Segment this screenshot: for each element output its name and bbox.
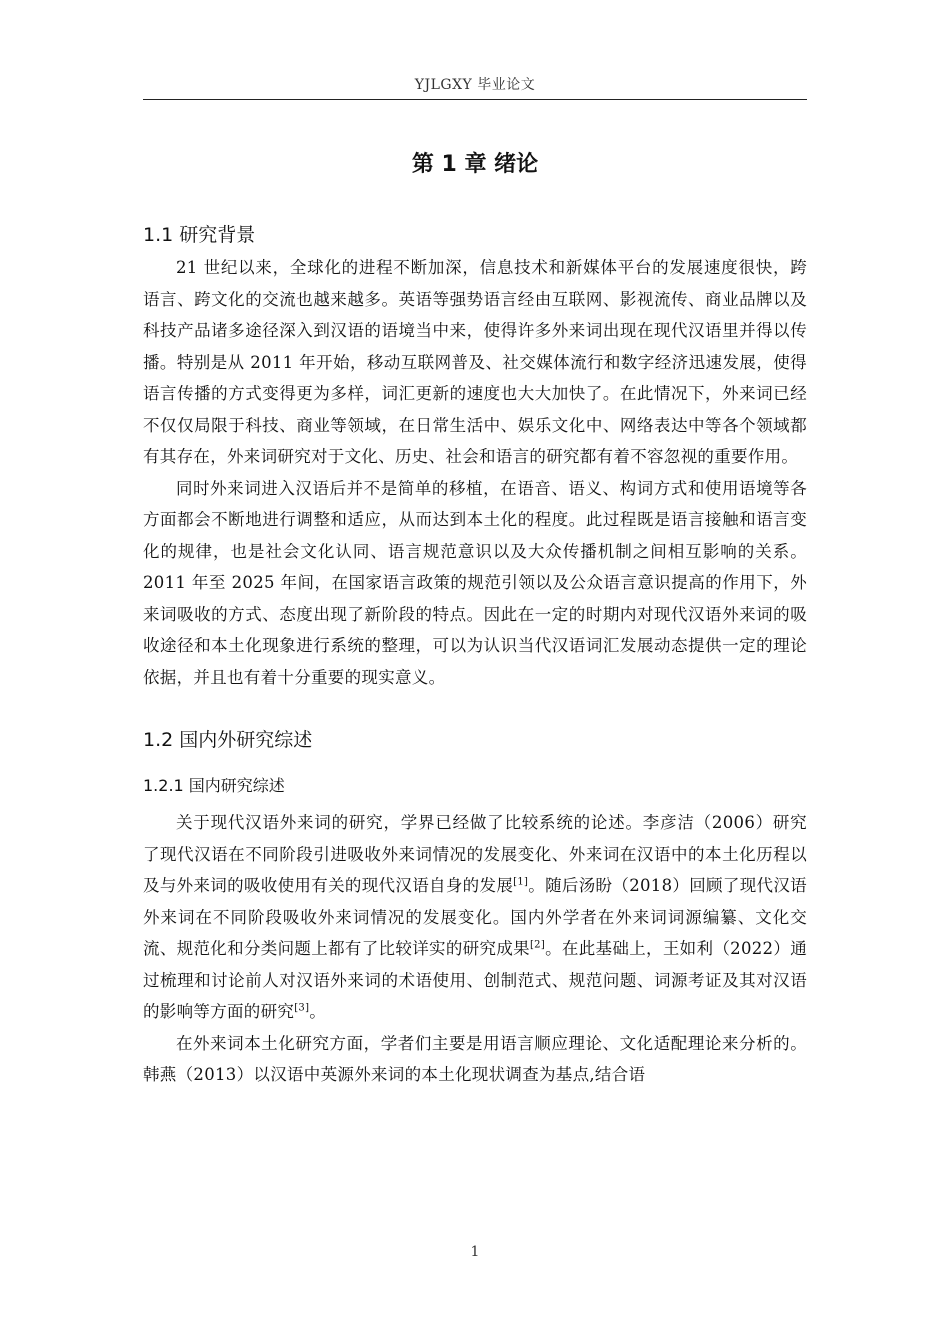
section-1-1-heading: 1.1 研究背景 (143, 224, 256, 246)
text-segment: 。 (309, 1002, 327, 1021)
text-segment: 。随后汤盼（2018）回顾了现代汉语外来词在不同阶段吸收外来词情况的发展变化。国内外学者在外来词词源编纂、文化交流、规范化和分类问题上都有了比较详实的研究成果 (143, 876, 807, 958)
text-segment: 关于现代汉语外来词的研究，学界已经做了比较系统的论述。李彦洁（2006）研究了现代汉语在不同阶段引进吸收外来词情况的发展变化、外来词在汉语中的本土化历程以及与外来词的吸收使用有关的现代汉语自身的发展 (143, 813, 807, 895)
citation-ref-3: [3] (294, 1002, 310, 1014)
paragraph-background-1: 21 世纪以来，全球化的进程不断加深，信息技术和新媒体平台的发展速度很快，跨语言、跨文化的交流也越来越多。英语等强势语言经由互联网、影视流传、商业品牌以及科技产品诸多途径深入到汉语的语境当中来，使得许多外来词出现在现代汉语里并得以传播。特别是从 2011 年开始，移动互联网普及、社交媒体流行和数字经济迅速发展，使得语言传播的方式变得更为多样，词汇更新的速度也大大加快了。在此情况下，外来词已经不仅仅局限于科技、商业等领域，在日常生活中、娱乐文化中、网络表达中等各个领域都有其存在，外来词研究对于文化、历史、社会和语言的研究都有着不容忽视的重要作用。 (143, 258, 807, 466)
page-number: 1 (470, 1244, 480, 1260)
section-1-2-heading: 1.2 国内外研究综述 (143, 729, 313, 751)
citation-ref-2: [2] (529, 939, 546, 951)
section-1-2-1-heading: 1.2.1 国内研究综述 (143, 776, 285, 795)
citation-ref-1: [1] (513, 876, 529, 888)
paragraph-domestic-review-1 (143, 807, 807, 1028)
paragraph-background-2: 同时外来词进入汉语后并不是简单的移植，在语音、语义、构词方式和使用语境等各方面都会不断地进行调整和适应，从而达到本土化的程度。此过程既是语言接触和语言变化的规律，也是社会文化认同、语言规范意识以及大众传播机制之间相互影响的关系。2011 年至 2025 年间，在国家语言政策的规范引领以及公众语言意识提高的作用下，外来词吸收的方式、态度出现了新阶段的特点。因此在一定的时期内对现代汉语外来词的吸收途径和本土化现象进行系统的整理，可以为认识当代汉语词汇发展动态提供一定的理论依据，并且也有着十分重要的现实意义。 (143, 478, 807, 687)
page-body (143, 140, 807, 1091)
text-segment: 。在此基础上，王如利（2022）通过梳理和讨论前人对汉语外来词的术语使用、创制范式、规范问题、词源考证及其对汉语的影响等方面的研究 (143, 939, 808, 1021)
running-header: YJLGXY 毕业论文 (143, 72, 807, 100)
paragraph-domestic-review-2: 在外来词本土化研究方面，学者们主要是用语言顺应理论、文化适配理论来分析的。韩燕（2013）以汉语中英源外来词的本土化现状调查为基点,结合语 (143, 1033, 807, 1084)
chapter-title: 第 1 章 绪论 (411, 152, 539, 177)
